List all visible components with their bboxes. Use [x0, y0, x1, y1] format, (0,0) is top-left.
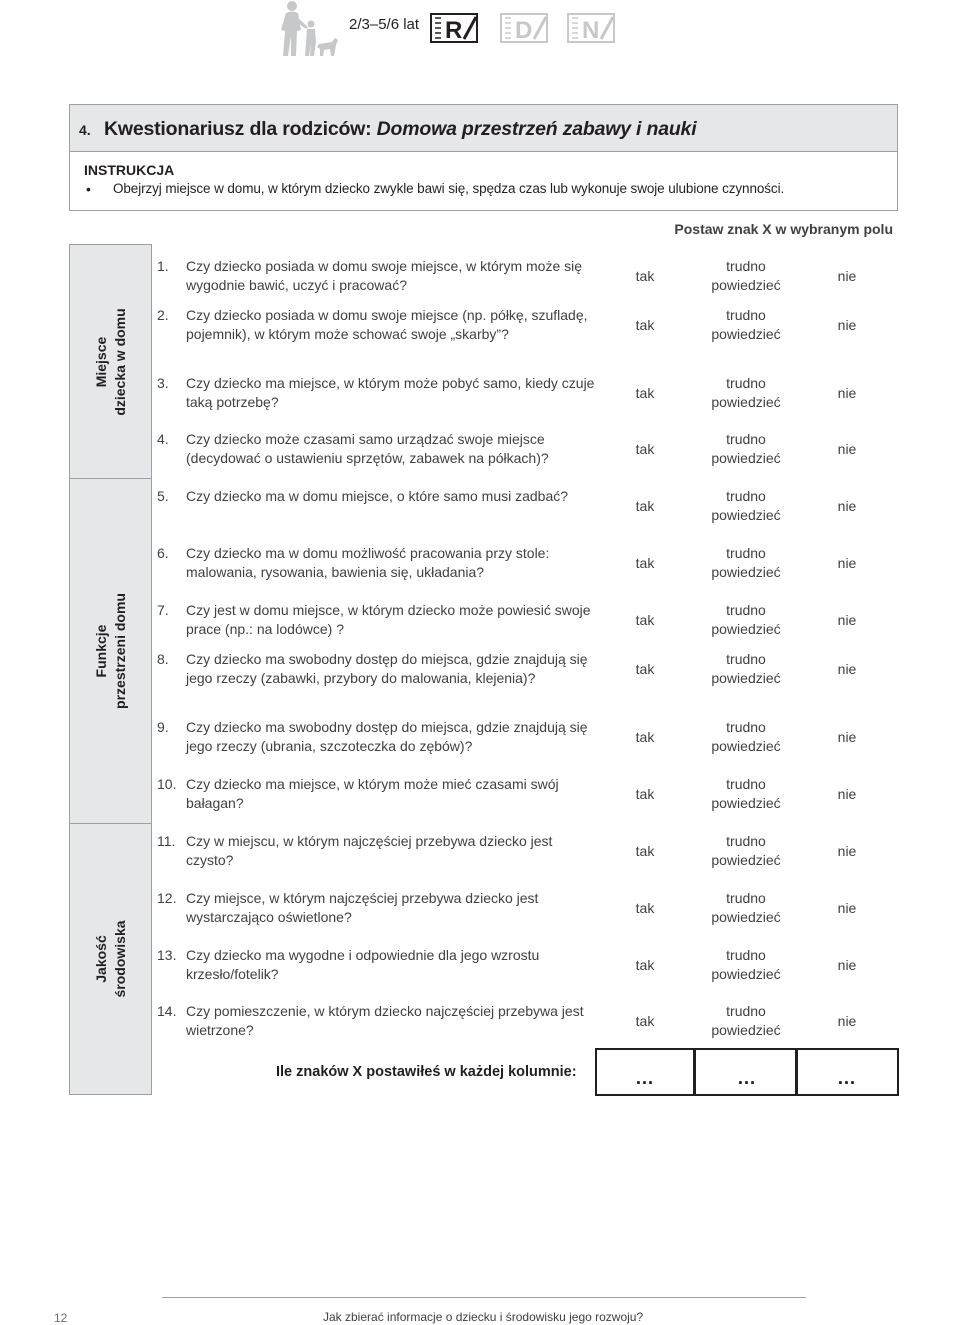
question-text: Czy w miejscu, w którym najczęściej przebywa dziecko jest czysto?	[186, 833, 553, 868]
badge-r-icon	[430, 13, 478, 43]
option-tak[interactable]: tak	[635, 1012, 655, 1029]
option-tak[interactable]: tak	[635, 842, 655, 859]
section-functions	[69, 478, 152, 824]
summary-box	[595, 1048, 899, 1096]
footer-divider	[162, 1297, 806, 1298]
question-number: 4.	[157, 431, 169, 447]
badge-d-icon	[500, 13, 548, 43]
instruction-text: Obejrzyj miejsce w domu, w którym dziecko zwykle bawi się, spędza czas lub wykonuje swoje ulubione czynności.	[113, 181, 785, 196]
question-text: Czy dziecko posiada w domu swoje miejsce (np. półkę, szufladę, pojemnik), w którym może schować swoje „skarby”?	[186, 307, 588, 342]
option-trudno-powiedziec[interactable]: trudno powiedzieć	[711, 375, 781, 410]
question-number: 13.	[157, 947, 177, 963]
instruction-heading: INSTRUKCJA	[84, 162, 175, 178]
svg-text:R: R	[445, 17, 463, 43]
option-trudno-powiedziec[interactable]: trudno powiedzieć	[711, 258, 781, 293]
option-nie[interactable]: nie	[837, 842, 857, 859]
question-number: 3.	[157, 375, 169, 391]
column-header: Postaw znak X w wybranym polu	[674, 221, 893, 237]
summary-label: Ile znaków X postawiłeś w każdej kolumnie:	[276, 1064, 577, 1080]
option-trudno-powiedziec[interactable]: trudno powiedzieć	[711, 1003, 781, 1038]
option-tak[interactable]: tak	[635, 660, 655, 677]
divider	[693, 1050, 696, 1094]
question-text: Czy dziecko ma w domu możliwość pracowania przy stole: malowania, rysowania, bawienia się, układania?	[186, 545, 550, 580]
option-tak[interactable]: tak	[635, 440, 655, 457]
option-tak[interactable]: tak	[635, 497, 655, 514]
option-tak[interactable]: tak	[635, 956, 655, 973]
question-text: Czy jest w domu miejsce, w którym dziecko może powiesić swoje prace (np.: na lodówce) ?	[186, 602, 591, 637]
option-tak[interactable]: tak	[635, 554, 655, 571]
question-number: 1.	[157, 258, 169, 274]
option-trudno-powiedziec[interactable]: trudno powiedzieć	[711, 431, 781, 466]
question-number: 14.	[157, 1003, 177, 1019]
option-trudno-powiedziec[interactable]: trudno powiedzieć	[711, 833, 781, 868]
option-nie[interactable]: nie	[837, 899, 857, 916]
option-nie[interactable]: nie	[837, 611, 857, 628]
count-nie[interactable]: …	[837, 1068, 857, 1089]
question-number: 7.	[157, 602, 169, 618]
question-number: 8.	[157, 651, 169, 667]
question-text: Czy miejsce, w którym najczęściej przebywa dziecko jest wystarczająco oświetlone?	[186, 890, 539, 925]
question-text: Czy dziecko posiada w domu swoje miejsce, w którym może się wygodnie bawić, uczyć i pracować?	[186, 258, 583, 293]
question-number: 9.	[157, 719, 169, 735]
question-number: 10.	[157, 776, 177, 792]
title-bar	[69, 104, 898, 152]
option-nie[interactable]: nie	[837, 660, 857, 677]
instruction-box	[69, 151, 898, 211]
title-plain: Kwestionariusz dla rodziców:	[104, 118, 377, 140]
option-tak[interactable]: tak	[635, 267, 655, 284]
bullet: •	[86, 181, 91, 197]
question-text: Czy dziecko ma swobodny dostęp do miejsca, gdzie znajdują się jego rzeczy (ubrania, szczoteczka do zębów)?	[186, 719, 588, 754]
footer-text: Jak zbierać informacje o dziecku i środowisku jego rozwoju?	[323, 1310, 644, 1324]
option-nie[interactable]: nie	[837, 384, 857, 401]
title-number: 4.	[79, 122, 91, 138]
question-number: 11.	[157, 833, 176, 849]
title-italic: Domowa przestrzeń zabawy i nauki	[376, 118, 697, 140]
badge-n-icon	[567, 13, 615, 43]
option-nie[interactable]: nie	[837, 316, 857, 333]
option-tak[interactable]: tak	[635, 384, 655, 401]
option-tak[interactable]: tak	[635, 899, 655, 916]
svg-text:N: N	[582, 17, 600, 43]
question-number: 2.	[157, 307, 169, 323]
section-label: Funkcje przestrzeni domu	[92, 593, 128, 709]
section-place	[69, 244, 152, 479]
option-nie[interactable]: nie	[837, 267, 857, 284]
option-nie[interactable]: nie	[837, 497, 857, 514]
option-nie[interactable]: nie	[837, 440, 857, 457]
question-text: Czy dziecko może czasami samo urządzać swoje miejsce (decydować o ustawieniu sprzętów, zabawek na półkach)?	[186, 431, 549, 466]
option-trudno-powiedziec[interactable]: trudno powiedzieć	[711, 947, 781, 982]
option-trudno-powiedziec[interactable]: trudno powiedzieć	[711, 307, 781, 342]
svg-text:D: D	[515, 17, 533, 43]
option-trudno-powiedziec[interactable]: trudno powiedzieć	[711, 651, 781, 686]
option-tak[interactable]: tak	[635, 316, 655, 333]
page-title	[104, 118, 696, 141]
option-nie[interactable]: nie	[837, 554, 857, 571]
option-trudno-powiedziec[interactable]: trudno powiedzieć	[711, 488, 781, 523]
option-nie[interactable]: nie	[837, 785, 857, 802]
option-tak[interactable]: tak	[635, 611, 655, 628]
option-nie[interactable]: nie	[837, 1012, 857, 1029]
adult-child-dog-icon	[272, 0, 340, 58]
option-trudno-powiedziec[interactable]: trudno powiedzieć	[711, 545, 781, 580]
count-tak[interactable]: …	[635, 1068, 655, 1089]
section-label: Jakość środowiska	[92, 920, 128, 998]
option-trudno-powiedziec[interactable]: trudno powiedzieć	[711, 890, 781, 925]
option-trudno-powiedziec[interactable]: trudno powiedzieć	[711, 602, 781, 637]
option-tak[interactable]: tak	[635, 728, 655, 745]
option-tak[interactable]: tak	[635, 785, 655, 802]
count-trudno[interactable]: …	[737, 1068, 757, 1089]
option-trudno-powiedziec[interactable]: trudno powiedzieć	[711, 776, 781, 811]
question-text: Czy dziecko ma miejsce, w którym może mieć czasami swój bałagan?	[186, 776, 559, 811]
option-nie[interactable]: nie	[837, 956, 857, 973]
page-number: 12	[54, 1311, 68, 1325]
question-number: 12.	[157, 890, 177, 906]
section-quality	[69, 823, 152, 1095]
question-number: 6.	[157, 545, 169, 561]
divider	[795, 1050, 798, 1094]
question-text: Czy dziecko ma w domu miejsce, o które samo musi zadbać?	[186, 488, 569, 504]
section-label: Miejsce dziecka w domu	[92, 307, 128, 416]
option-nie[interactable]: nie	[837, 728, 857, 745]
question-text: Czy dziecko ma miejsce, w którym może pobyć samo, kiedy czuje taką potrzebę?	[186, 375, 595, 410]
question-text: Czy dziecko ma swobodny dostęp do miejsca, gdzie znajdują się jego rzeczy (zabawki, przybory do malowania, klejenia)?	[186, 651, 588, 686]
question-number: 5.	[157, 488, 169, 504]
question-text: Czy pomieszczenie, w którym dziecko najczęściej przebywa jest wietrzone?	[186, 1003, 584, 1038]
option-trudno-powiedziec[interactable]: trudno powiedzieć	[711, 719, 781, 754]
question-text: Czy dziecko ma wygodne i odpowiednie dla jego wzrostu krzesło/fotelik?	[186, 947, 540, 982]
age-label: 2/3–5/6 lat	[349, 16, 420, 33]
